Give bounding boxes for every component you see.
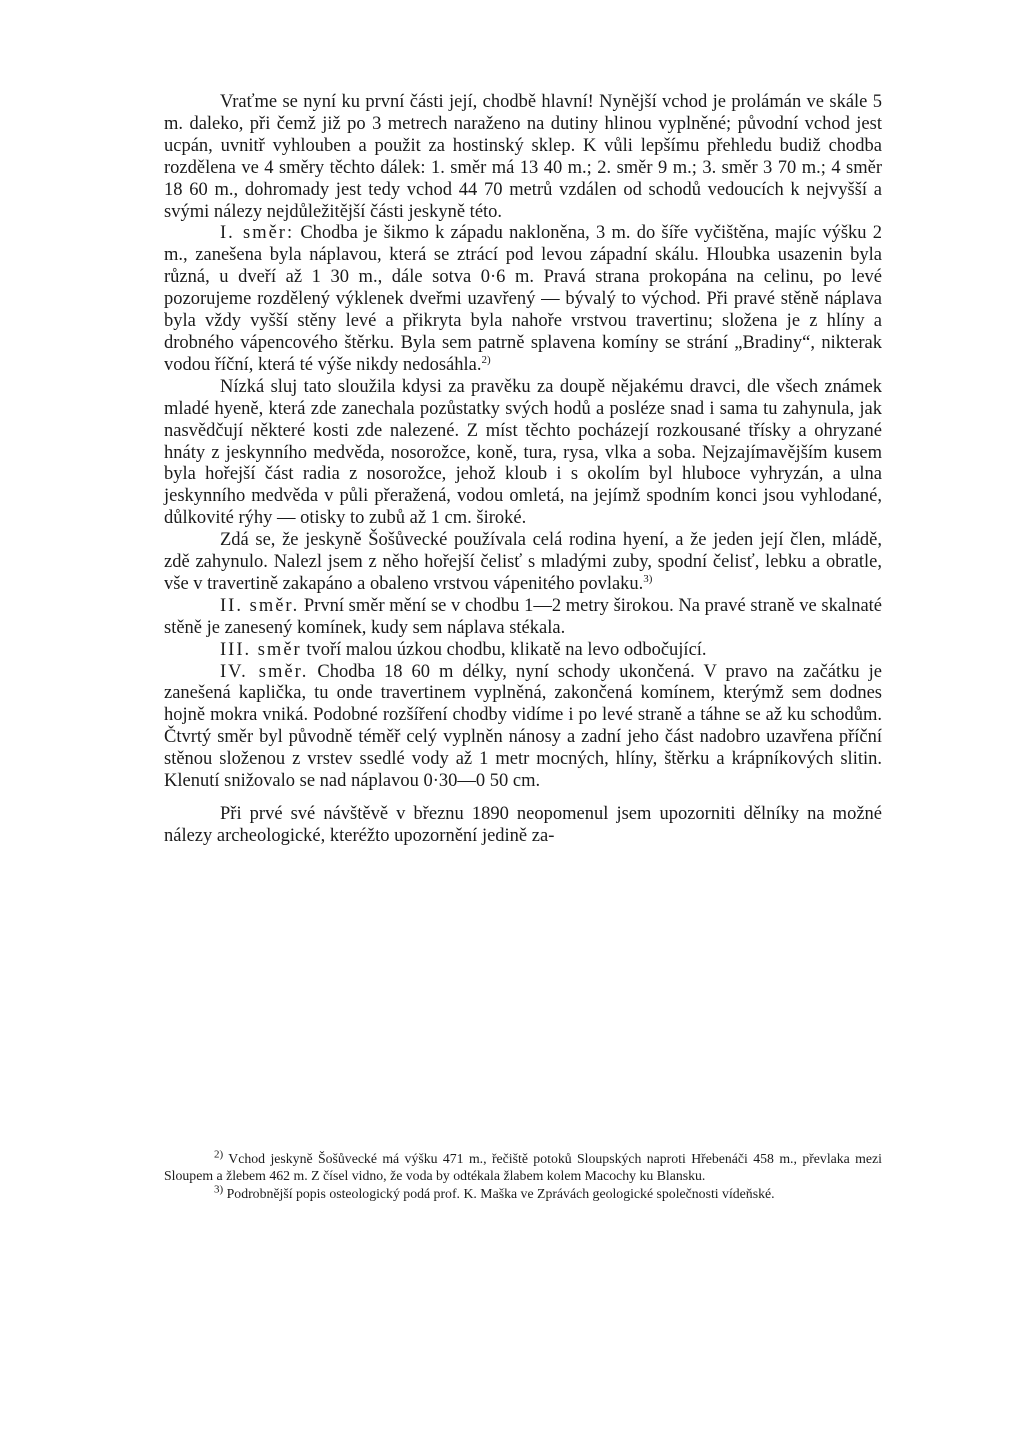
paragraph-text: První směr mění se v chodbu 1—2 metry širokou. Na pravé straně ve skalnaté stěně je zanesený komínek, kudy sem náplava stékala. — [164, 595, 883, 638]
paragraph-hyena-den — [164, 377, 882, 530]
paragraph-direction-3 — [164, 640, 882, 662]
section-heading: III. směr — [220, 639, 302, 660]
footnote — [164, 1185, 882, 1202]
footnotes — [164, 1150, 882, 1202]
footnote-reference: 3) — [643, 572, 653, 585]
footnote-text: Podrobnější popis osteologický podá prof. K. Maška ve Zprávách geologické společnosti vídeňské. — [223, 1185, 775, 1201]
paragraph-text: tvoří malou úzkou chodbu, klikatě na levo odbočující. — [301, 639, 707, 660]
section-heading: I. směr: — [220, 223, 295, 244]
paragraph-text: Při prvé své návštěvě v březnu 1890 neopomenul jsem upozorniti dělníky na možné nálezy archeologické, kteréžto upozornění jedině za- — [164, 804, 882, 846]
paragraph-text: Nízká sluj tato sloužila kdysi za pravěku za doupě nějakému dravci, dle všech známek mladé hyeně, která zde zanechala pozůstatky svých hodů a posléze snad i sama tu zahynula, jak nasvědčují některé kosti zde nalezené. Z míst těchto pocházejí rozkousané třísky a ohryzané hnáty z jeskynního medvěda, nosorožce, koně, tura, rysa, vlka a soba. Nejzajímavějším kusem byla hořejší část radia z nosorožce, jehož kloub i s okolím byl hluboce vyhryzán, a ulna jeskynního medvěda v půli přeražená, vodou omletá, na jejímž spodním konci jsou vyhlodané, důlkovité rýhy — otisky to zubů až 1 cm. široké. — [164, 376, 882, 529]
paragraph-text: Chodba je šikmo k západu nakloněna, 3 m. do šíře vyčištěna, majíc výšku 2 m., zanešena byla náplavou, která se ztrácí pod levou západní skálu. Hloubka usazenin byla různá, u dveří až 1 30 m., dále sotva 0·6 m. Pravá strana prokopána na celinu, po levé pozorujeme rozdělený výklenek dveřmi uzavřený — bývalý to východ. Při pravé stěně náplava byla vždy vyšší stěny levé a přikryta byla nahoře vrstvou travertinu; složena je z hlíny a drobného vápencového štěrku. Byla sem patrně splavena komíny se strání „Bradiny“, nikterak vodou říční, která té výše nikdy nedosáhla. — [164, 223, 883, 375]
footnote-mark: 2) — [214, 1148, 224, 1161]
footnote — [164, 1150, 882, 1185]
paragraph-first-visit — [164, 804, 882, 848]
paragraph-direction-2 — [164, 596, 882, 640]
footnote-reference: 2) — [481, 353, 491, 366]
paragraph-main-corridor — [164, 92, 882, 223]
page-body — [164, 92, 882, 848]
paragraph-direction-1 — [164, 223, 882, 376]
paragraph-text: Vraťme se nyní ku první části její, chodbě hlavní! Nynější vchod je prolámán ve skále 5 m. daleko, při čemž již po 3 metrech naraženo na dutiny hlinou vyplněné; původní vchod jest ucpán, uvnitř vyhlouben a použit za hostinský sklep. K vůli lepšímu přehledu budiž chodba rozdělena ve 4 směry těchto dálek: 1. směr má 13 40 m.; 2. směr 9 m.; 3. směr 3 70 m.; 4 směr 18 60 m., dohromady jest tedy vchod 44 70 metrů vzdálen od schodů vedoucích k nejvyšší a svými nálezy nejdůležitější části jeskyně této. — [164, 92, 882, 222]
paragraph-text: Chodba 18 60 m délky, nyní schody ukončená. V pravo na začátku je zanešená kaplička, tu onde travertinem vyplněná, zakončená komínem, kterýmž sem dodnes hojně mokra vniká. Podobné rozšíření chodby vidíme i po levé straně a táhne se až ku schodům. Čtvrtý směr byl původně téměř celý vyplněn nánosy a zadní jeho část nadobro uzavřena příční stěnou složenou z vrstev ssedlé vody až 1 metr mocných, hlíny, štěrku a krápníkových slitin. Klenutí snižovalo se nad náplavou 0·30—0 50 cm. — [164, 661, 883, 792]
paragraph-text: Zdá se, že jeskyně Šošůvecké používala celá rodina hyení, a že jeden její člen, mládě, zdě zahynulo. Nalezl jsem z něho hořejší čelisť s mladými zuby, spodní čelisť, lebku a obratle, vše v travertině zakapáno a obaleno vrstvou vápenitého povlaku. — [164, 530, 882, 594]
footnote-text: Vchod jeskyně Šošůvecké má výšku 471 m., řečiště potoků Sloupských naproti Hřebenáči 458 m., převlaka mezi Sloupem a žlebem 462 m. Z čísel vidno, že voda by odtékala žlabem kolem Macochy ku Blansku. — [164, 1151, 882, 1184]
section-heading: II. směr. — [220, 595, 300, 616]
paragraph-hyena-family — [164, 530, 882, 596]
footnote-mark: 3) — [214, 1183, 224, 1196]
section-heading: IV. směr. — [220, 661, 309, 682]
paragraph-direction-4 — [164, 662, 882, 793]
